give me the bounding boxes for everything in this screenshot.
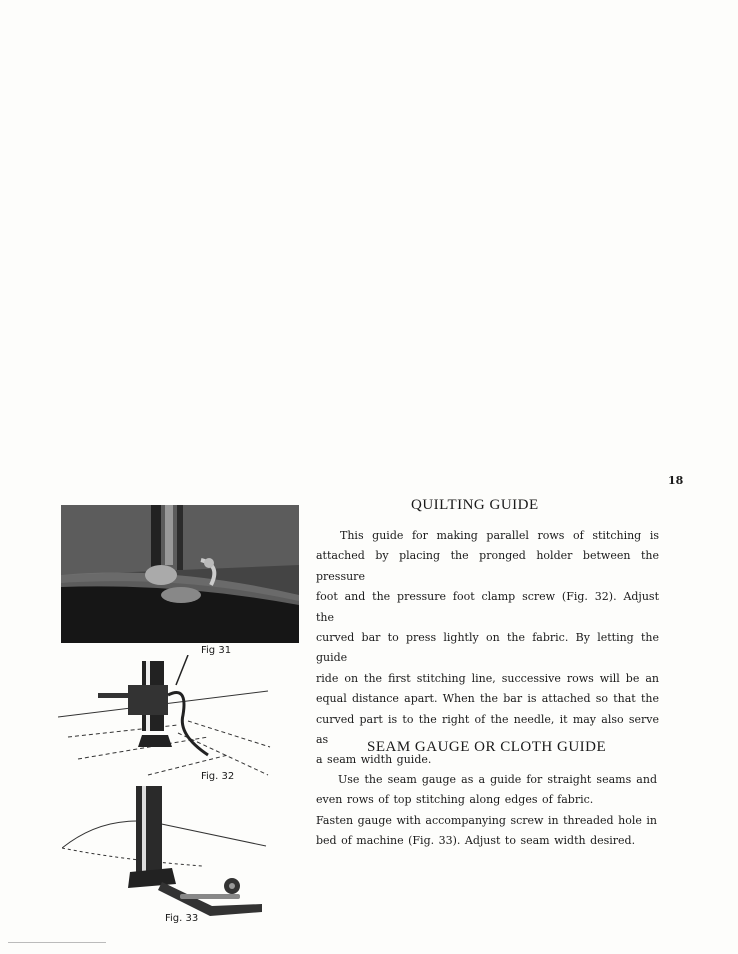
fig33-sketch — [62, 786, 272, 918]
fig33-caption: Fig. 33 — [165, 913, 199, 924]
text-line: curved part is to the right of the needle, it may also serve as — [316, 712, 659, 747]
text-line: This guide for making parallel rows of stitching is — [340, 529, 659, 542]
text-line: ride on the first stitching line, successive rows will be an — [316, 671, 659, 685]
text-line: bed of machine (Fig. 33). Adjust to seam width desired. — [316, 834, 636, 848]
text-line: equal distance apart. When the bar is attached so that the — [316, 692, 659, 706]
text-line: foot and the pressure foot clamp screw (Fig. 32). Adjust the — [316, 590, 659, 624]
text-line: a seam width guide. — [316, 753, 432, 767]
quilting-heading: QUILTING GUIDE — [411, 497, 539, 513]
fig31-photo — [61, 505, 299, 643]
fig31-caption: Fig 31 — [201, 645, 232, 656]
seam-paragraph — [316, 770, 657, 852]
text-line: curved bar to press lightly on the fabric. By letting the guide — [316, 631, 659, 665]
bottom-rule — [8, 942, 106, 943]
text-line: Use the seam gauge as a guide for straight seams and — [338, 773, 657, 786]
seam-heading: SEAM GAUGE OR CLOTH GUIDE — [367, 739, 607, 755]
text-line: Fasten gauge with accompanying screw in threaded hole in — [316, 813, 657, 827]
page-number: 18 — [668, 474, 684, 487]
text-line: even rows of top stitching along edges of fabric. — [316, 793, 594, 807]
fig32-sketch — [58, 655, 278, 785]
text-line: attached by placing the pronged holder between the pressure — [316, 549, 659, 583]
quilting-paragraph — [316, 526, 659, 771]
fig32-caption: Fig. 32 — [201, 771, 235, 782]
